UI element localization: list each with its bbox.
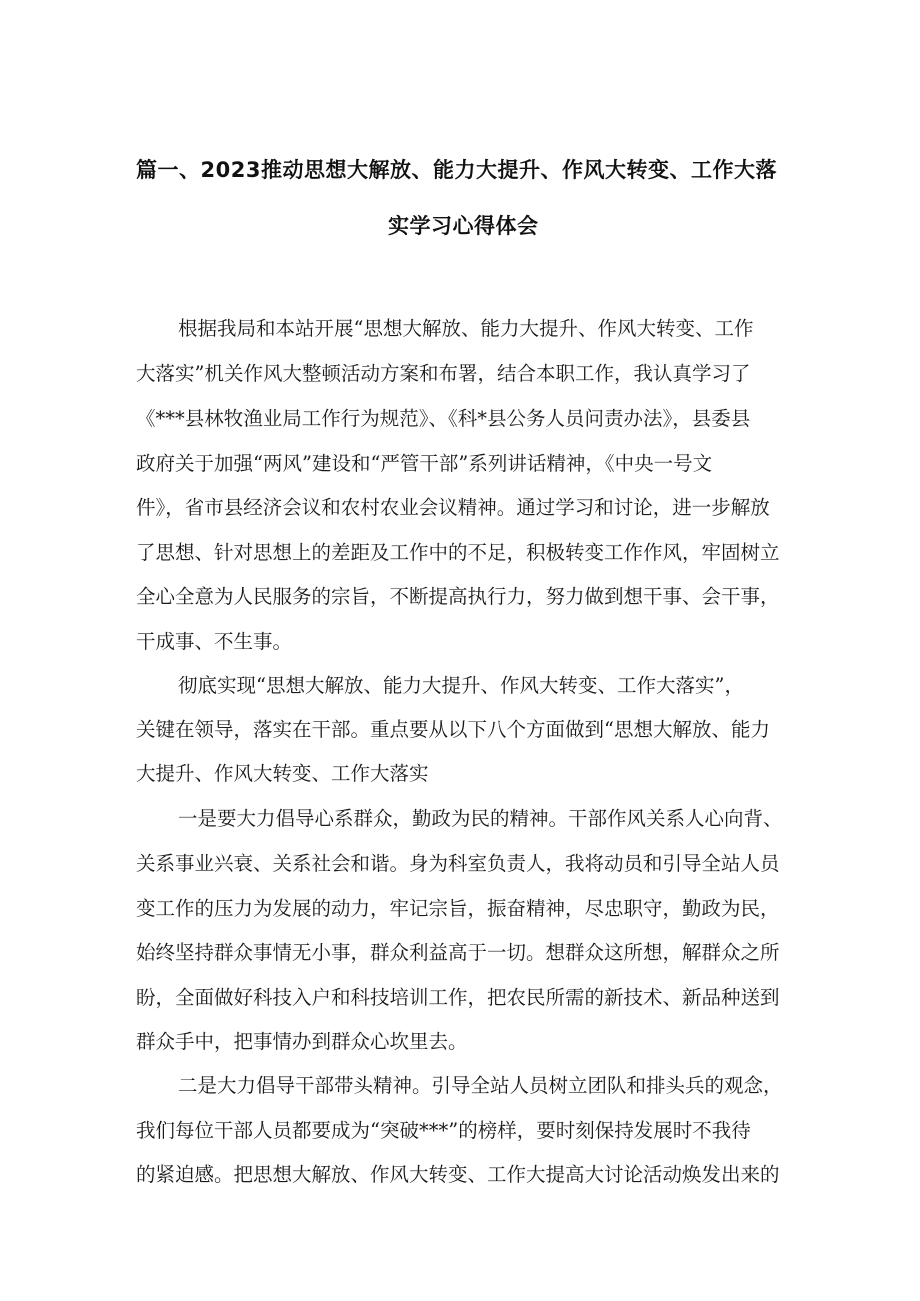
body-line: 彻底实现“思想大解放、能力大提升、作风大转变、工作大落实”， [178,674,744,697]
body-line: 政府关于加强“两风”建设和“严管干部”系列讲话精神，《中央一号文 [136,452,713,475]
body-line: 我们每位干部人员都要成为“突破***”的榜样，要时刻保持发展时不我待 [136,1119,751,1142]
body-line: 件》，省市县经济会议和农村农业会议精神。通过学习和讨论，进一步解放 [136,496,770,519]
body-line: 了思想、针对思想上的差距及工作中的不足，积极转变工作作风，牢固树立 [136,541,780,564]
body-line: 根据我局和本站开展“思想大解放、能力大提升、作风大转变、工作 [178,317,754,340]
body-line: 关键在领导，落实在干部。重点要从以下八个方面做到“思想大解放、能力 [136,718,770,741]
body-line: 一是要大力倡导心系群众，勤政为民的精神。干部作风关系人心向背、 [178,807,783,830]
body-line: 大提升、作风大转变、工作大落实 [136,762,429,785]
body-line: 盼，全面做好科技入户和科技培训工作，把农民所需的新技术、新品种送到 [136,986,780,1009]
body-line: 的紧迫感。把思想大解放、作风大转变、工作大提高大讨论活动焕发出来的 [136,1163,780,1186]
body-line: 始终坚持群众事情无小事，群众利益高于一切。想群众这所想，解群众之所 [136,941,780,964]
body-line: 二是大力倡导干部带头精神。引导全站人员树立团队和排头兵的观念， [178,1074,783,1097]
body-line: 变工作的压力为发展的动力，牢记宗旨，振奋精神，尽忠职守，勤政为民， [136,897,780,920]
document-title-line-2: 实学习心得体会 [388,214,539,238]
document-title-line-1: 篇一、2023推动思想大解放、能力大提升、作风大转变、工作大落 [136,158,777,182]
body-line: 干成事、不生事。 [136,630,293,653]
body-line: 大落实”机关作风大整顿活动方案和布署，结合本职工作，我认真学习了 [136,362,751,385]
body-line: 群众手中，把事情办到群众心坎里去。 [136,1030,468,1053]
body-line: 关系事业兴衰、关系社会和谐。身为科室负责人，我将动员和引导全站人员 [136,852,780,875]
body-line: 《***县林牧渔业局工作行为规范》、《科*县公务人员问责办法》，县委县 [136,407,751,430]
body-line: 全心全意为人民服务的宗旨，不断提高执行力，努力做到想干事、会干事， [136,585,780,608]
